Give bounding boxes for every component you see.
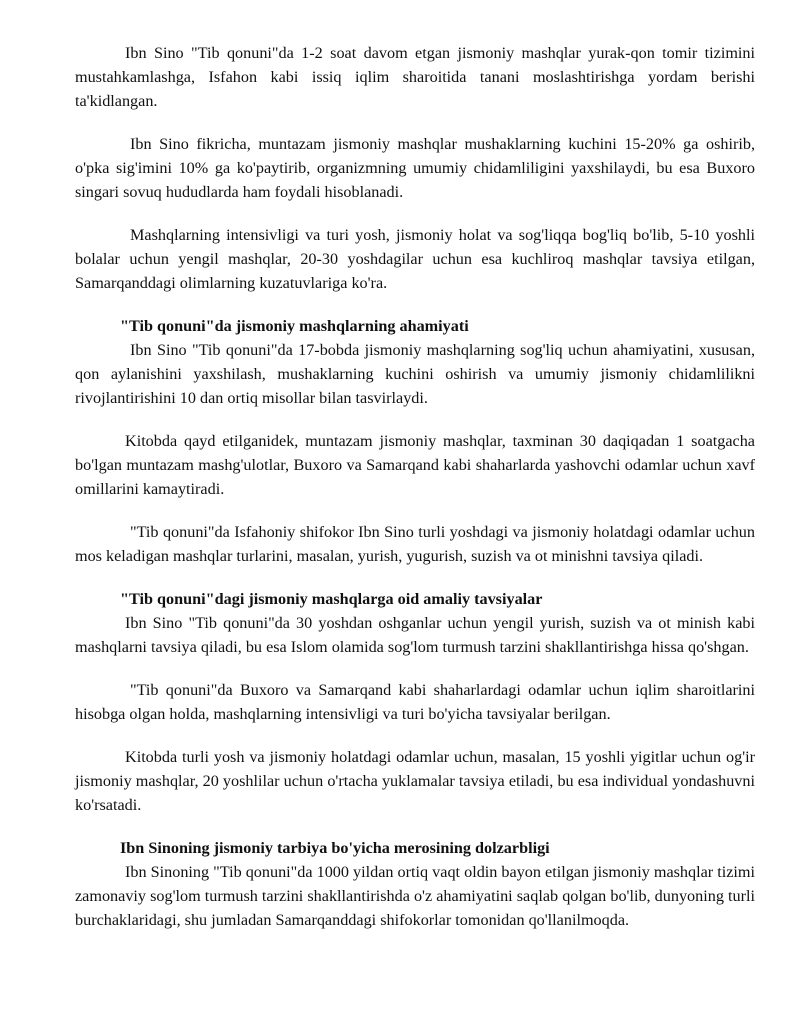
paragraph: "Tib qonuni"da Buxoro va Samarqand kabi shaharlardagi odamlar uchun iqlim sharoitlarini hisobga olgan holda, mashqlarning intensivligi va turi bo'yicha tavsiyalar berilgan. xyxy=(75,681,755,723)
paragraph: Ibn Sino fikricha, muntazam jismoniy mashqlar mushaklarning kuchini 15-20% ga oshirib, o'pka sig'imini 10% ga ko'paytirib, organizmning umumiy chidamliligini yaxshilaydi, bu esa Buxoro singari sovuq hududlarda ham foydali hisoblanadi. xyxy=(75,135,755,201)
paragraph: Ibn Sinoning "Tib qonuni"da 1000 yildan ortiq vaqt oldin bayon etilgan jismoniy mashqlar tizimi zamonaviy sog'lom turmush tarzini shakllantirishda o'z ahamiyatini saqlab qolgan bo'lib, dunyoning turli burchaklaridagi, shu jumladan Samarqanddagi shifokorlar tomonidan qo'llanilmoqda. xyxy=(75,863,755,929)
paragraph: Ibn Sino "Tib qonuni"da 30 yoshdan oshganlar uchun yengil yurish, suzish va ot minish kabi mashqlarni tavsiya qiladi, bu esa Islom olamida sog'lom turmush tarzini shakllantirishga hissa qo'shgan. xyxy=(75,614,755,656)
paragraph: Kitobda turli yosh va jismoniy holatdagi odamlar uchun, masalan, 15 yoshli yigitlar uchun og'ir jismoniy mashqlar, 20 yoshlilar uchun o'rtacha yuklamalar tavsiya etiladi, bu esa individual yondashuvni ko'rsatadi. xyxy=(75,748,755,814)
paragraph: Kitobda qayd etilganidek, muntazam jismoniy mashqlar, taxminan 30 daqiqadan 1 soatgacha bo'lgan muntazam mashg'ulotlar, Buxoro va Samarqand kabi shaharlarda yashovchi odamlar uchun xavf omillarini kamaytiradi. xyxy=(75,432,755,498)
paragraph: "Tib qonuni"da Isfahoniy shifokor Ibn Sino turli yoshdagi va jismoniy holatdagi odamlar uchun mos keladigan mashqlar turlarini, masalan, yurish, yugurish, suzish va ot minishni tavsiya qiladi. xyxy=(75,523,755,565)
section-heading: Ibn Sinoning jismoniy tarbiya bo'yicha merosining dolzarbligi xyxy=(120,839,550,857)
document-page xyxy=(75,41,755,932)
section-heading: "Tib qonuni"da jismoniy mashqlarning ahamiyati xyxy=(120,317,469,335)
paragraph: Mashqlarning intensivligi va turi yosh, jismoniy holat va sog'liqqa bog'liq bo'lib, 5-10 yoshli bolalar uchun yengil mashqlar, 20-30 yoshdagilar uchun esa kuchliroq mashqlar tavsiya etilgan, Samarqanddagi olimlarning kuzatuvlariga ko'ra. xyxy=(75,226,755,292)
section-heading: "Tib qonuni"dagi jismoniy mashqlarga oid amaliy tavsiyalar xyxy=(120,590,543,608)
paragraph: Ibn Sino "Tib qonuni"da 17-bobda jismoniy mashqlarning sog'liq uchun ahamiyatini, xususan, qon aylanishini yaxshilash, mushaklarning kuchini oshirish va umumiy jismoniy chidamlilikni rivojlantirishini 10 dan ortiq misollar bilan tasvirlaydi. xyxy=(75,341,755,407)
paragraph: Ibn Sino "Tib qonuni"da 1-2 soat davom etgan jismoniy mashqlar yurak-qon tomir tizimini mustahkamlashga, Isfahon kabi issiq iqlim sharoitida tanani moslashtirishga yordam berishi ta'kidlangan. xyxy=(75,44,755,110)
